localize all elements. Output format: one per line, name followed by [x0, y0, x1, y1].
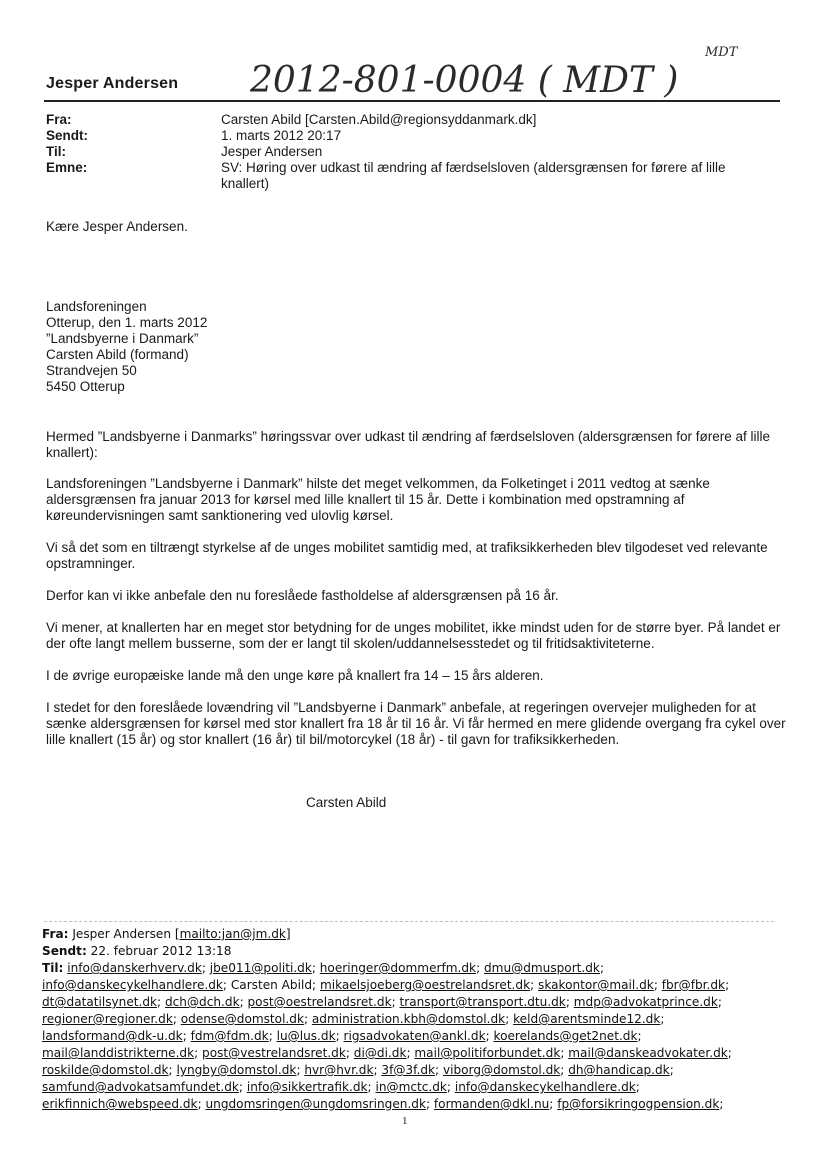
recipient-email-link[interactable]: keld@arentsminde12.dk [513, 1012, 661, 1026]
recipient-email-link[interactable]: lyngby@domstol.dk [176, 1063, 297, 1077]
from-value: Carsten Abild [Carsten.Abild@regionsyddanmark.dk] [221, 112, 537, 127]
recipient-email-link[interactable]: 3f@3f.dk [381, 1063, 436, 1077]
header-row-subject [46, 160, 776, 192]
from-label: Fra: [46, 112, 72, 127]
recipient-email-link[interactable]: dt@datatilsynet.dk [42, 995, 158, 1009]
subject-value: SV: Høring over udkast til ændring af færdselsloven (aldersgrænsen for førere af lille knallert) [221, 160, 726, 191]
forward-from-mailto-link[interactable]: [mailto:jan@jm.dk] [174, 927, 291, 941]
forwarded-message-header [42, 926, 782, 1113]
recipient-email-link[interactable]: fp@forsikringogpension.dk [557, 1097, 720, 1111]
header-row-from [46, 112, 776, 128]
recipient-email-link[interactable]: formanden@dkl.nu [433, 1097, 550, 1111]
sender-line: Otterup, den 1. marts 2012 [46, 315, 208, 330]
forward-sent-value: 22. februar 2012 13:18 [90, 944, 232, 958]
recipient-email-link[interactable]: jbe011@politi.dk [209, 961, 312, 975]
forward-from-row [42, 926, 782, 943]
recipient-email-link[interactable]: regioner@regioner.dk [42, 1012, 173, 1026]
recipient-email-link[interactable]: di@di.dk [353, 1046, 407, 1060]
body-paragraph: Landsforeningen ”Landsbyerne i Danmark” hilste det meget velkommen, da Folketinget i 2011 vedtog at sænke aldersgrænsen fra januar 2013 for kørsel med lille knallert til 15 år. Dette i kombination med opstramning af køreundervisningen samt sanktionering ved ulovlig kørsel. [46, 476, 710, 523]
body-paragraph: Vi mener, at knallerten har en meget stor betydning for de unges mobilitet, ikke mindst uden for de større byer. På landet er der ofte langt mellem busserne, som der er langt til skolen/uddannelsesstedet og til fritidsaktiviteterne. [46, 620, 781, 651]
mailbox-owner-name: Jesper Andersen [46, 75, 179, 92]
sender-line: 5450 Otterup [46, 379, 125, 394]
recipient-email-link[interactable]: viborg@domstol.dk [442, 1063, 561, 1077]
forward-separator [44, 921, 774, 922]
sender-address-block [46, 299, 207, 395]
sender-line: Strandvejen 50 [46, 363, 137, 378]
to-value: Jesper Andersen [221, 144, 323, 159]
recipient-email-link[interactable]: dch@dch.dk [164, 995, 240, 1009]
recipient-email-link[interactable]: fbr@fbr.dk [661, 978, 726, 992]
sender-line: ”Landsbyerne i Danmark” [46, 331, 199, 346]
recipient-email-link[interactable]: samfund@advokatsamfundet.dk [42, 1080, 239, 1094]
recipient-email-link[interactable]: info@danskecykelhandlere.dk [454, 1080, 636, 1094]
header-row-to [46, 144, 776, 160]
forward-from-name: Jesper Andersen [72, 927, 171, 941]
recipient-email-link[interactable]: dmu@dmusport.dk [483, 961, 600, 975]
recipient-email-link[interactable]: rigsadvokaten@ankl.dk [343, 1029, 486, 1043]
recipient-email-link[interactable]: info@danskerhverv.dk [67, 961, 202, 975]
recipient-email-link[interactable]: fdm@fdm.dk [190, 1029, 269, 1043]
email-header-block [46, 112, 776, 192]
sent-value: 1. marts 2012 20:17 [221, 128, 342, 143]
recipient-email-link[interactable]: ungdomsringen@ungdomsringen.dk [205, 1097, 426, 1111]
recipient-email-link[interactable]: odense@domstol.dk [180, 1012, 304, 1026]
body-paragraph: Hermed ”Landsbyerne i Danmarks” høringssvar over udkast til ændring af færdselsloven (aldersgrænsen for førere af lille knallert): [46, 429, 771, 460]
recipient-email-link[interactable]: info@danskecykelhandlere.dk [42, 978, 223, 992]
sent-label: Sendt: [46, 128, 88, 143]
recipient-email-link[interactable]: mikaelsjoeberg@oestrelandsret.dk [319, 978, 531, 992]
sender-line: Landsforeningen [46, 299, 147, 314]
recipient-email-link[interactable]: landsformand@dk-u.dk [42, 1029, 183, 1043]
forward-from-label: Fra: [42, 927, 69, 941]
forward-sent-label: Sendt: [42, 944, 87, 958]
body-paragraph: I stedet for den foreslåede lovændring vil ”Landsbyerne i Danmark” anbefale, at regeringen overvejer muligheden for at sænke aldersgrænsen for kørsel med stor knallert fra 18 år til 16 år. Vi får hermed en mere glidende overgang fra cykel over lille knallert (15 år) og stor knallert (16 år) til bil/motorcykel (18 år) - til gavn for trafiksikkerheden. [46, 700, 786, 747]
page-number: 1 [402, 1115, 408, 1127]
recipient-email-link[interactable]: post@vestrelandsret.dk [202, 1046, 346, 1060]
recipient-email-link[interactable]: koerelands@get2net.dk [493, 1029, 638, 1043]
recipient-email-link[interactable]: post@oestrelandsret.dk [247, 995, 392, 1009]
body-paragraph: Vi så det som en tiltrængt styrkelse af de unges mobilitet samtidig med, at trafiksikkerheden blev tilgodeset ved relevante opstramninger. [46, 540, 768, 571]
recipient-email-link[interactable]: in@mctc.dk [375, 1080, 447, 1094]
body-paragraph: I de øvrige europæiske lande må den unge køre på knallert fra 14 – 15 års alderen. [46, 668, 544, 683]
recipient-email-link[interactable]: info@sikkertrafik.dk [246, 1080, 368, 1094]
recipient-email-link[interactable]: mdp@advokatprince.dk [573, 995, 718, 1009]
header-row-sent [46, 128, 776, 144]
forward-sent-row [42, 943, 782, 960]
body-paragraph: Derfor kan vi ikke anbefale den nu foreslåede fastholdelse af aldersgrænsen på 16 år. [46, 588, 559, 603]
subject-label: Emne: [46, 160, 88, 175]
recipient-email-link[interactable]: mail@politiforbundet.dk [414, 1046, 561, 1060]
recipient-email-link[interactable]: lu@lus.dk [276, 1029, 336, 1043]
recipient-email-link[interactable]: mail@landdistrikterne.dk [42, 1046, 195, 1060]
recipient-email-link[interactable]: skakontor@mail.dk [538, 978, 654, 992]
signature: Carsten Abild [306, 795, 387, 810]
handwritten-case-number: 2012-801-0004 ( MDT ) [250, 60, 679, 101]
recipient-name: Carsten Abild [230, 978, 313, 992]
recipient-email-link[interactable]: mail@danskeadvokater.dk [568, 1046, 728, 1060]
sender-line: Carsten Abild (formand) [46, 347, 189, 362]
to-label: Til: [46, 144, 66, 159]
forward-recipients: Til: info@danskerhverv.dk; jbe011@politi.dk; hoeringer@dommerfm.dk; dmu@dmusport.dk; info@danskecykelhandlere.dk; Carsten Abild; mikaelsjoeberg@oestrelandsret.dk; skakontor@mail.dk; fbr@fbr.dk; dt@datatilsynet.dk; dch@dch.dk; post@oestrelandsret.dk; transport@transport.dtu.dk; mdp@advokatprince.dk; regioner@regioner.dk; odense@domstol.dk; administration.kbh@domstol.dk; keld@arentsminde12.dk; landsformand@dk-u.dk; fdm@fdm.dk; lu@lus.dk; rigsadvokaten@ankl.dk; koerelands@get2net.dk; mail@landdistrikterne.dk; post@vestrelandsret.dk; di@di.dk; mail@politiforbundet.dk; mail@danskeadvokater.dk; roskilde@domstol.dk; lyngby@domstol.dk; hvr@hvr.dk; 3f@3f.dk; viborg@domstol.dk; dh@handicap.dk; samfund@advokatsamfundet.dk; info@sikkertrafik.dk; in@mctc.dk; info@danskecykelhandlere.dk; erikfinnich@webspeed.dk; ungdomsringen@ungdomsringen.dk; formanden@dkl.nu; fp@forsikringogpension.dk; [42, 961, 732, 1111]
recipient-email-link[interactable]: transport@transport.dtu.dk [399, 995, 566, 1009]
recipient-email-link[interactable]: erikfinnich@webspeed.dk [42, 1097, 198, 1111]
recipient-email-link[interactable]: dh@handicap.dk [568, 1063, 670, 1077]
recipient-email-link[interactable]: hvr@hvr.dk [304, 1063, 374, 1077]
recipient-email-link[interactable]: hoeringer@dommerfm.dk [319, 961, 477, 975]
recipient-email-link[interactable]: roskilde@domstol.dk [42, 1063, 169, 1077]
recipient-email-link[interactable]: administration.kbh@domstol.dk [311, 1012, 506, 1026]
handwritten-initials: MDT [705, 45, 738, 60]
forward-to-label: Til: [42, 961, 64, 975]
handwritten-reference-note [250, 30, 760, 110]
greeting: Kære Jesper Andersen. [46, 219, 188, 234]
